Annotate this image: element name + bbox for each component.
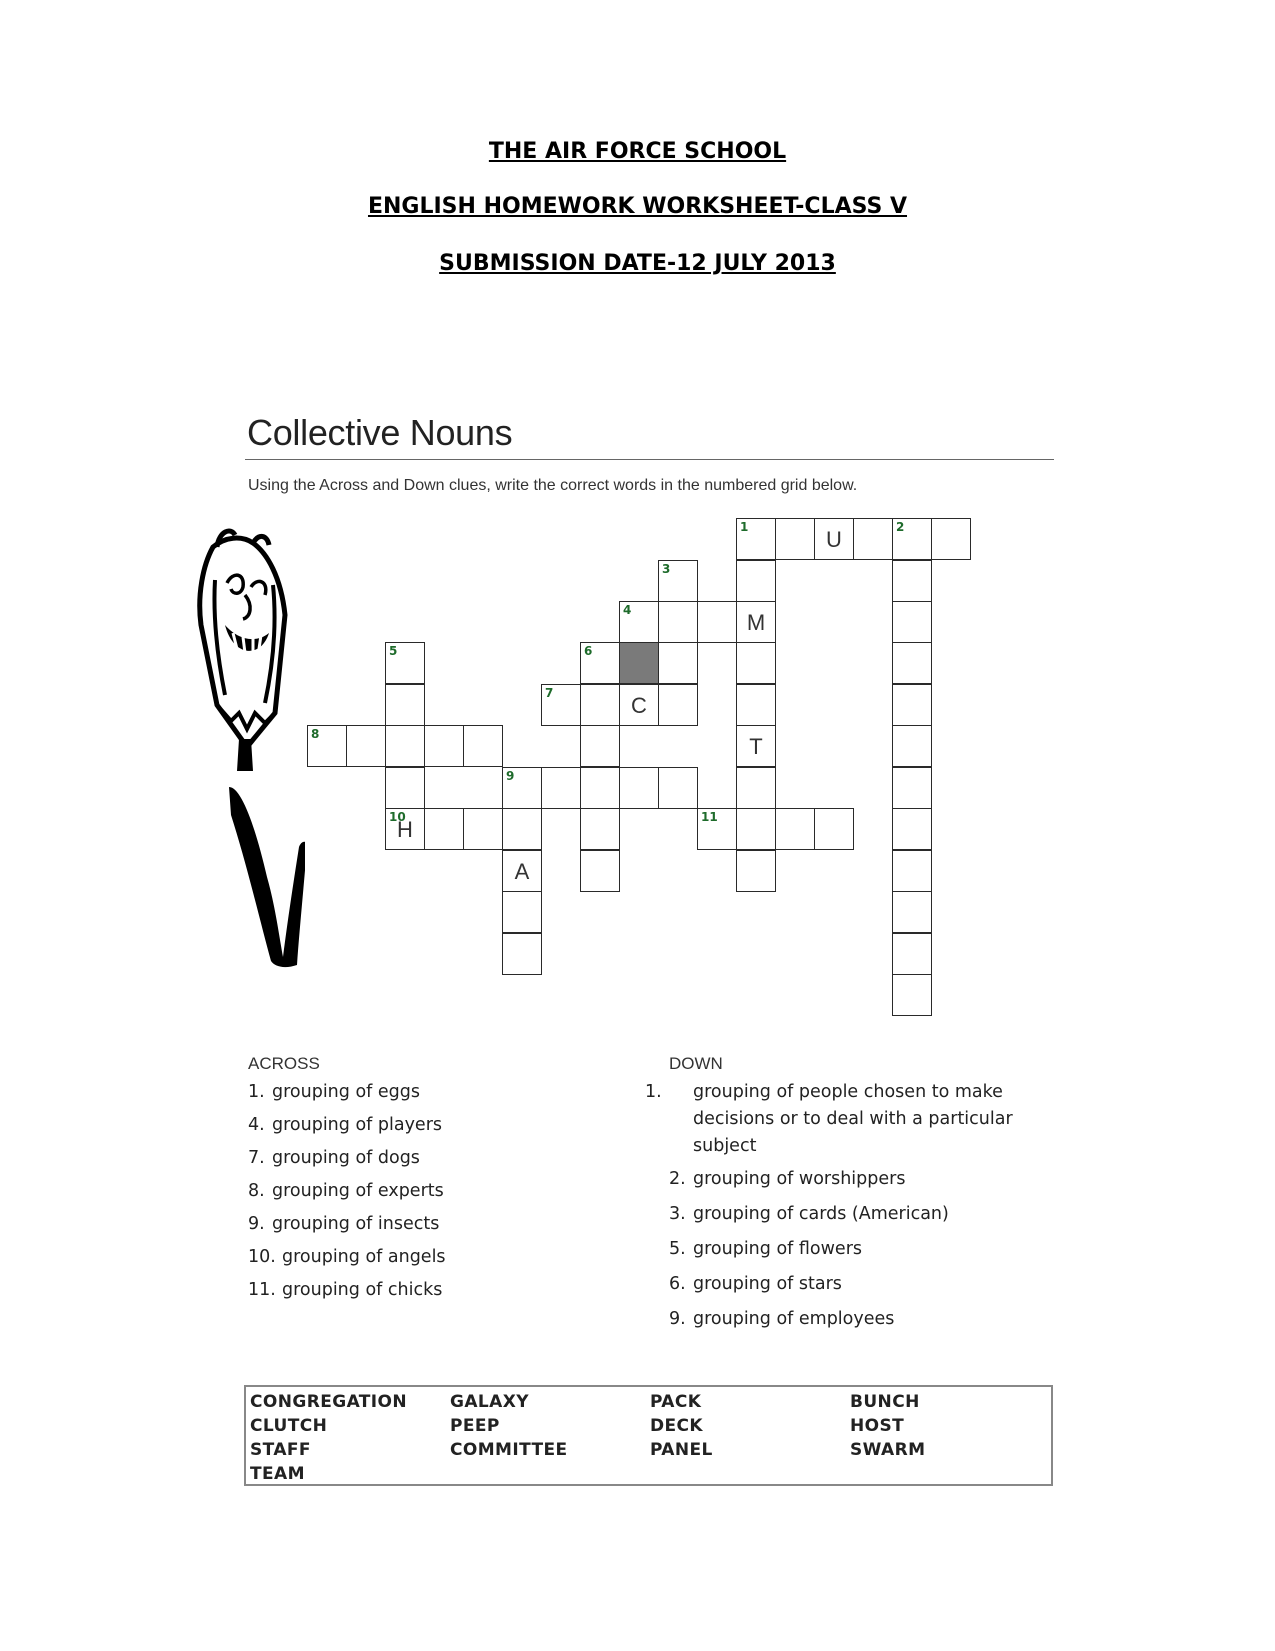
crossword-cell[interactable] — [580, 725, 620, 767]
crossword-cell[interactable] — [736, 601, 776, 643]
crossword-cell[interactable] — [658, 684, 698, 726]
given-letter: A — [514, 859, 530, 884]
given-letter: M — [746, 610, 766, 635]
crossword-cell[interactable] — [892, 808, 932, 850]
crossword-cell[interactable] — [736, 850, 776, 892]
clue-number: 8. — [248, 1181, 265, 1201]
crossword-cell[interactable] — [892, 850, 932, 892]
clue-text: grouping of flowers — [693, 1239, 863, 1259]
down-clue — [669, 1201, 1049, 1228]
across-heading: ACROSS — [248, 1054, 320, 1073]
crossword-cell[interactable] — [385, 725, 425, 767]
clue-number: 6. — [669, 1274, 686, 1294]
clue-number: 10. — [248, 1247, 276, 1267]
crossword-cell[interactable] — [697, 601, 737, 643]
clue-number-5: 5 — [389, 644, 398, 658]
clue-text: grouping of insects — [272, 1214, 440, 1234]
crossword-cell[interactable] — [424, 808, 464, 850]
shaded-cell — [619, 642, 659, 684]
clue-text: grouping of players — [272, 1115, 443, 1135]
across-clue — [248, 1145, 628, 1172]
crossword-cell[interactable] — [658, 767, 698, 809]
crossword-cell[interactable] — [736, 560, 776, 602]
submission-date: SUBMISSION DATE-12 JULY 2013 — [439, 251, 836, 276]
crossword-cell[interactable] — [892, 767, 932, 809]
crossword-cell[interactable] — [541, 767, 581, 809]
across-clue — [248, 1211, 628, 1238]
crossword-cell[interactable] — [463, 808, 503, 850]
down-clue — [645, 1079, 1043, 1160]
crossword-cell[interactable] — [892, 684, 932, 726]
crossword-cell[interactable] — [736, 725, 776, 767]
clue-number: 7. — [248, 1148, 265, 1168]
word-bank-item: STAFF — [250, 1440, 311, 1460]
clue-text: grouping of chicks — [282, 1280, 443, 1300]
crossword-cell[interactable] — [775, 518, 815, 560]
crossword-cell[interactable] — [814, 518, 854, 560]
crossword-cell[interactable] — [502, 933, 542, 975]
word-bank-item: PEEP — [450, 1416, 500, 1436]
clue-number-2: 2 — [896, 520, 905, 534]
crossword-cell[interactable] — [502, 767, 542, 809]
crossword-cell[interactable] — [892, 601, 932, 643]
crossword-cell[interactable] — [658, 601, 698, 643]
across-clue — [248, 1079, 628, 1106]
crossword-cell[interactable] — [736, 767, 776, 809]
crossword-cell[interactable] — [892, 560, 932, 602]
across-clue — [248, 1178, 628, 1205]
word-bank-item: CONGREGATION — [250, 1392, 408, 1412]
given-letter: C — [631, 693, 647, 718]
clue-text: grouping of cards (American) — [693, 1204, 949, 1224]
clue-number: 1. — [248, 1082, 265, 1102]
crossword-cell[interactable] — [385, 767, 425, 809]
word-bank-item: HOST — [850, 1416, 905, 1436]
word-bank-item: BUNCH — [850, 1392, 920, 1412]
across-clue — [248, 1244, 628, 1271]
crossword-cell[interactable] — [736, 518, 776, 560]
crossword-cell[interactable] — [619, 767, 659, 809]
down-clue — [669, 1271, 1049, 1298]
pencil-mascot-illustration — [195, 525, 305, 995]
word-bank — [244, 1385, 1053, 1486]
down-heading: DOWN — [669, 1054, 723, 1073]
given-letter: U — [826, 527, 842, 552]
word-bank-item: PANEL — [650, 1440, 713, 1460]
crossword-cell[interactable] — [580, 808, 620, 850]
crossword-cell[interactable] — [892, 518, 932, 560]
crossword-cell[interactable] — [502, 808, 542, 850]
word-bank-item: TEAM — [250, 1464, 305, 1484]
clue-number: 5. — [669, 1239, 686, 1259]
crossword-cell[interactable] — [892, 891, 932, 933]
crossword-cell[interactable] — [580, 642, 620, 684]
crossword-cell[interactable] — [541, 684, 581, 726]
word-bank-item: DECK — [650, 1416, 703, 1436]
clue-text: grouping of people chosen to make decisions or to deal with a particular subject — [693, 1082, 1013, 1156]
worksheet-subject: ENGLISH HOMEWORK WORKSHEET-CLASS V — [367, 194, 908, 219]
given-letter: H — [397, 817, 413, 842]
across-clue — [248, 1112, 628, 1139]
clue-text: grouping of experts — [272, 1181, 444, 1201]
instructions: Using the Across and Down clues, write the correct words in the numbered grid below. — [248, 477, 858, 494]
word-bank-item: PACK — [650, 1392, 702, 1412]
clue-text: grouping of stars — [693, 1274, 842, 1294]
worksheet-title: Collective Nouns — [247, 412, 513, 453]
crossword-cell[interactable] — [892, 725, 932, 767]
clue-text: grouping of angels — [282, 1247, 446, 1267]
clue-number: 2. — [669, 1169, 686, 1189]
clue-number-8: 8 — [311, 727, 320, 741]
across-clue — [248, 1277, 628, 1304]
clue-number: 1. — [645, 1082, 662, 1102]
clue-number-6: 6 — [584, 644, 593, 658]
crossword-cell[interactable] — [307, 725, 347, 767]
crossword-cell[interactable] — [775, 808, 815, 850]
crossword-cell[interactable] — [736, 642, 776, 684]
word-bank-item: CLUTCH — [250, 1416, 328, 1436]
crossword-cell[interactable] — [385, 642, 425, 684]
crossword-cell[interactable] — [580, 684, 620, 726]
clue-number: 4. — [248, 1115, 265, 1135]
clue-text: grouping of eggs — [272, 1082, 420, 1102]
crossword-cell[interactable] — [658, 642, 698, 684]
crossword-cell[interactable] — [892, 974, 932, 1016]
crossword-cell[interactable] — [814, 808, 854, 850]
clue-number-10: 10 — [389, 810, 406, 824]
crossword-cell[interactable] — [580, 850, 620, 892]
crossword-cell[interactable] — [463, 725, 503, 767]
word-bank-item: SWARM — [850, 1440, 926, 1460]
crossword-cell[interactable] — [385, 808, 425, 850]
down-clue — [669, 1236, 1049, 1263]
down-clue — [669, 1306, 1049, 1333]
clue-text: grouping of dogs — [272, 1148, 420, 1168]
word-bank-item: GALAXY — [450, 1392, 529, 1412]
clue-number: 11. — [248, 1280, 276, 1300]
crossword-cell[interactable] — [892, 933, 932, 975]
crossword-cell[interactable] — [658, 560, 698, 602]
clue-number-1: 1 — [740, 520, 749, 534]
crossword-cell[interactable] — [502, 850, 542, 892]
crossword-cell[interactable] — [424, 725, 464, 767]
crossword-cell[interactable] — [892, 642, 932, 684]
crossword-cell[interactable] — [736, 808, 776, 850]
crossword-cell[interactable] — [697, 808, 737, 850]
down-clue — [669, 1166, 1049, 1193]
clue-number: 9. — [669, 1309, 686, 1329]
clue-number-9: 9 — [506, 769, 515, 783]
clue-number-3: 3 — [662, 562, 671, 576]
crossword-cell[interactable] — [619, 601, 659, 643]
clue-number-7: 7 — [545, 686, 554, 700]
crossword-cell[interactable] — [931, 518, 971, 560]
clue-text: grouping of worshippers — [693, 1169, 906, 1189]
crossword-cell[interactable] — [346, 725, 386, 767]
title-divider — [245, 459, 1054, 460]
crossword-cell[interactable] — [736, 684, 776, 726]
crossword-cell[interactable] — [619, 684, 659, 726]
crossword-cell[interactable] — [385, 684, 425, 726]
clue-number-11: 11 — [701, 810, 718, 824]
crossword-cell[interactable] — [853, 518, 893, 560]
clue-number: 9. — [248, 1214, 265, 1234]
school-name: THE AIR FORCE SCHOOL — [488, 139, 787, 164]
clue-number: 3. — [669, 1204, 686, 1224]
clue-text: grouping of employees — [693, 1309, 895, 1329]
clue-number-4: 4 — [623, 603, 632, 617]
crossword-cell[interactable] — [502, 891, 542, 933]
word-bank-item: COMMITTEE — [450, 1440, 568, 1460]
crossword-cell[interactable] — [580, 767, 620, 809]
given-letter: T — [749, 734, 763, 759]
